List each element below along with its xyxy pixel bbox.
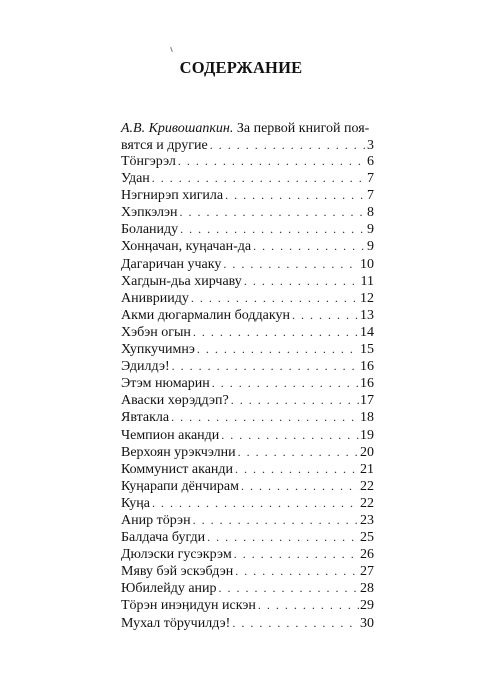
toc-entry [121,358,374,375]
toc-entry-page: 16 [360,376,374,392]
toc-entry-page: 9 [367,222,374,238]
toc-entry-page: 14 [360,324,374,340]
toc-entry [121,290,374,307]
toc-entry [121,307,374,324]
dot-leader [244,273,360,289]
dot-leader [221,427,359,443]
dot-leader [219,580,359,596]
toc-entry-title: Этэм нюмарин [121,376,210,392]
intro-entry-line1 [121,121,374,137]
page-title: СОДЕРЖАНИЕ [179,58,303,77]
dot-leader [179,204,366,220]
dot-leader [253,238,366,254]
toc-entry-page: 29 [360,598,374,614]
dot-leader [210,137,366,153]
dot-leader [180,221,366,237]
toc-entry-page: 18 [360,410,374,426]
dot-leader [231,392,359,408]
toc-entry [121,204,374,221]
toc-entry-page: 9 [367,239,374,255]
toc-entry-page: 19 [360,427,374,443]
intro-author: А.В. Кривошапкин. [121,121,234,136]
toc-entry-title: Куӊарапи дёнчирам [121,478,239,494]
dot-leader [152,495,359,511]
table-of-contents [121,121,374,632]
toc-entry-title: Мяву бэй эскэбдэн [121,564,234,580]
toc-entry-page: 30 [360,615,374,631]
dot-leader [258,597,359,613]
toc-entry-page: 25 [360,530,374,546]
toc-entry [121,563,374,580]
toc-entry [121,615,374,632]
toc-entry [121,170,374,187]
toc-entry-title: Куӊа [121,495,150,511]
toc-entry-page: 8 [367,205,374,221]
toc-entry-title: Тӧнгэрэл [121,154,176,169]
toc-entry-title: Верхоян урэкчэлни [121,444,236,460]
dot-leader [191,290,359,306]
toc-entry [121,512,374,529]
dot-leader [197,341,359,357]
toc-entry-title: Явтакла [121,410,170,426]
toc-entry-title: Акми дюгармалин боддакун [121,307,290,323]
toc-entry [121,221,374,238]
toc-entry-page: 7 [367,188,374,204]
toc-entry [121,461,374,478]
dot-leader [212,375,359,391]
toc-entry-page: 12 [360,290,374,306]
dot-leader [223,256,359,272]
toc-entry-title: Аваски хөрэддэп? [121,393,229,409]
toc-entry-page: 26 [360,547,374,563]
toc-entry [121,478,374,495]
print-speck [170,47,173,52]
toc-entry [121,256,374,273]
toc-entry-title: Дагаричан учаку [121,256,222,272]
toc-entry [121,375,374,392]
toc-entry-page: 22 [360,495,374,511]
dot-leader [207,529,359,545]
toc-entry [121,238,374,255]
toc-entry [121,153,374,170]
dot-leader [152,170,366,186]
toc-entry [121,529,374,546]
dot-leader [241,478,359,494]
toc-entry-page: 11 [360,273,374,289]
toc-entry-title: Нэгнирэп хигила [121,188,224,204]
toc-entry-page: 15 [360,342,374,358]
toc-entry [121,187,374,204]
toc-entry-title: Анир тӧрэн [121,512,191,528]
toc-entry-title: Балдача бугди [121,530,206,546]
dot-leader [235,563,359,579]
toc-entry [121,580,374,597]
intro-title-part1: За первой книгой поя- [233,121,370,136]
toc-entry-title: Хэпкэлэн [121,205,178,221]
dot-leader [292,307,359,323]
toc-entry-page: 6 [367,154,374,169]
dot-leader [238,444,359,460]
toc-entry-page: 23 [360,512,374,528]
toc-entry-title: Удан [121,171,150,187]
intro-page-number: 3 [367,138,374,153]
toc-entry-title: Тӧрэн инэӊидун искэн [121,598,256,614]
toc-entry-page: 20 [360,444,374,460]
toc-entry-title: Юбилейду анир [121,581,217,597]
dot-leader [172,358,359,374]
toc-entry [121,546,374,563]
toc-entry-page: 17 [360,393,374,409]
toc-entry-title: Хонӊачан, куӊачан-да [121,239,252,255]
dot-leader [178,153,366,169]
toc-entry-page: 22 [360,478,374,494]
dot-leader [193,512,359,528]
toc-entry [121,324,374,341]
toc-entry-title: Коммунист аканди [121,461,234,477]
dot-leader [171,409,359,425]
toc-entry [121,341,374,358]
toc-entry [121,409,374,426]
toc-entry-title: Дюлэски гусэкрэм [121,547,232,563]
dot-leader [193,324,359,340]
toc-entry [121,597,374,614]
intro-title-part2: вятся и другие [121,138,208,153]
toc-entry-page: 7 [367,171,374,187]
toc-entry [121,273,374,290]
toc-entry-page: 28 [360,581,374,597]
dot-leader [232,615,359,631]
toc-entry-page: 13 [360,307,374,323]
toc-entry-title: Аниврииду [121,290,189,306]
toc-entry-page: 27 [360,564,374,580]
toc-entry [121,444,374,461]
toc-entry-page: 10 [360,256,374,272]
toc-entry-title: Хэбэн огын [121,324,191,340]
toc-entry [121,392,374,409]
toc-entry [121,495,374,512]
toc-entry-title: Мухал тӧручилдэ! [121,615,231,631]
toc-entry-title: Боланиду [121,222,179,238]
toc-entry-title: Хагдын-дьа хирчаву [121,273,242,289]
toc-entry [121,427,374,444]
toc-entry-title: Хупкучимнэ [121,342,195,358]
dot-leader [235,461,359,477]
dot-leader [234,546,359,562]
toc-entry-page: 16 [360,359,374,375]
toc-entry-title: Чемпион аканди [121,427,220,443]
toc-entry-title: Эдилдэ! [121,359,170,375]
dot-leader [225,187,366,203]
intro-entry-line2 [121,137,374,153]
toc-entry-page: 21 [360,461,374,477]
